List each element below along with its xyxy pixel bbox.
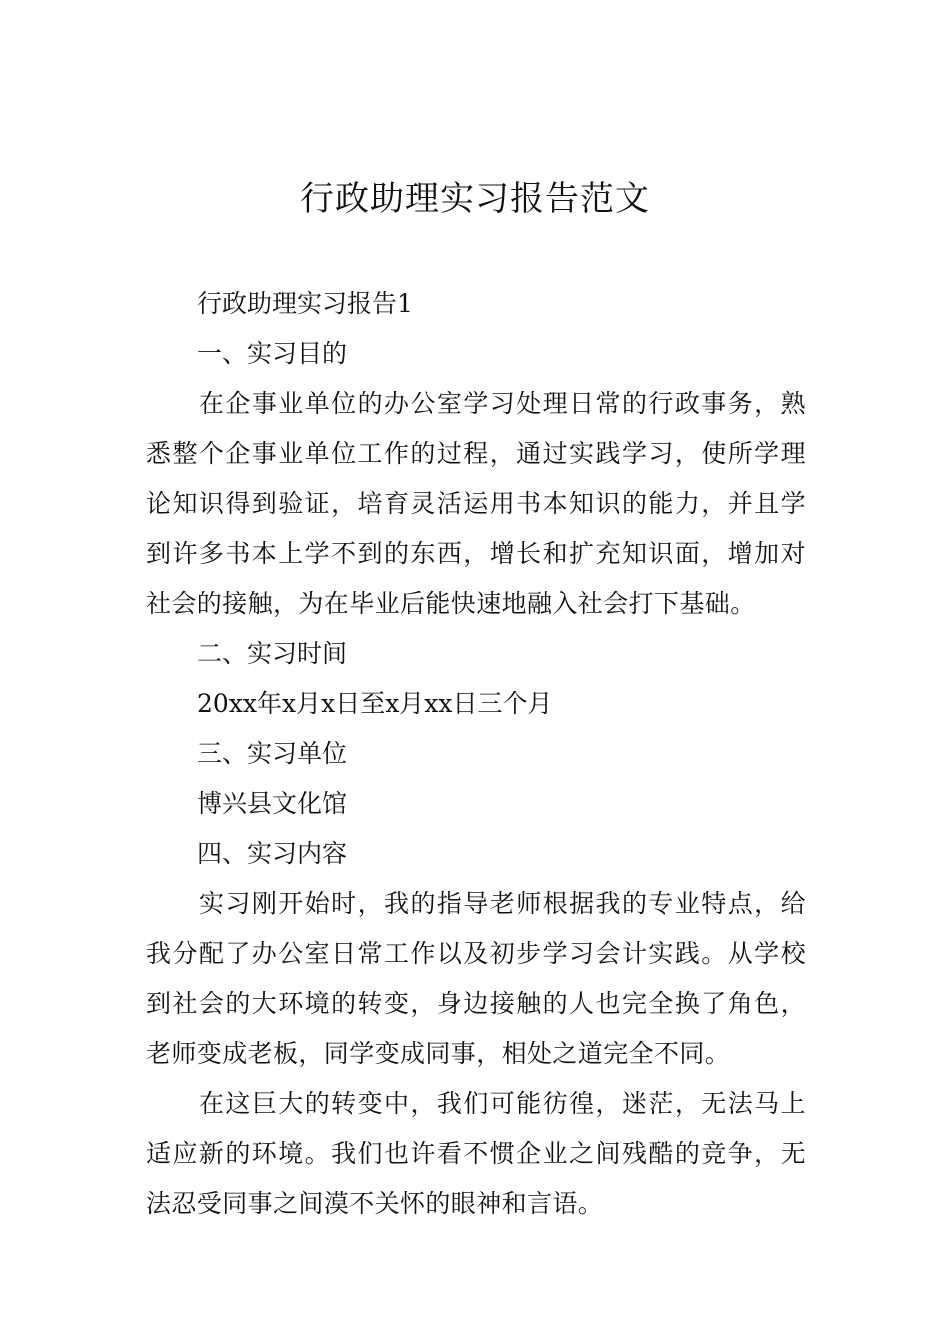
section-paragraph-purpose: 在企事业单位的办公室学习处理日常的行政事务，熟悉整个企事业单位工作的过程，通过实践学习，使所学理论知识得到验证，培育灵活运用书本知识的能力，并且学到许多书本上学不到的东西，增长和扩充知识面，增加对社会的接触，为在毕业后能快速地融入社会打下基础。 <box>146 389 806 618</box>
section-paragraph-content-2: 在这巨大的转变中，我们可能彷徨，迷茫，无法马上适应新的环境。我们也许看不惯企业之间残酷的竞争，无法忍受同事之间漠不关怀的眼神和言语。 <box>146 1089 806 1218</box>
section-heading-time: 二、实习时间 <box>197 639 348 668</box>
document-title: 行政助理实习报告范文 <box>300 179 650 219</box>
section-heading-content: 四、实习内容 <box>197 839 348 868</box>
section-text-unit: 博兴县文化馆 <box>197 789 348 818</box>
section-heading-purpose: 一、实习目的 <box>197 339 348 368</box>
report-heading: 行政助理实习报告1 <box>197 289 413 318</box>
document-body <box>146 279 806 1229</box>
section-paragraph-content-1: 实习刚开始时，我的指导老师根据我的专业特点，给我分配了办公室日常工作以及初步学习会计实践。从学校到社会的大环境的转变，身边接触的人也完全换了角色，老师变成老板，同学变成同事，相处之道完全不同。 <box>146 889 806 1068</box>
section-heading-unit: 三、实习单位 <box>197 739 348 768</box>
section-text-time: 20xx年x月x日至x月xx日三个月 <box>197 689 553 718</box>
